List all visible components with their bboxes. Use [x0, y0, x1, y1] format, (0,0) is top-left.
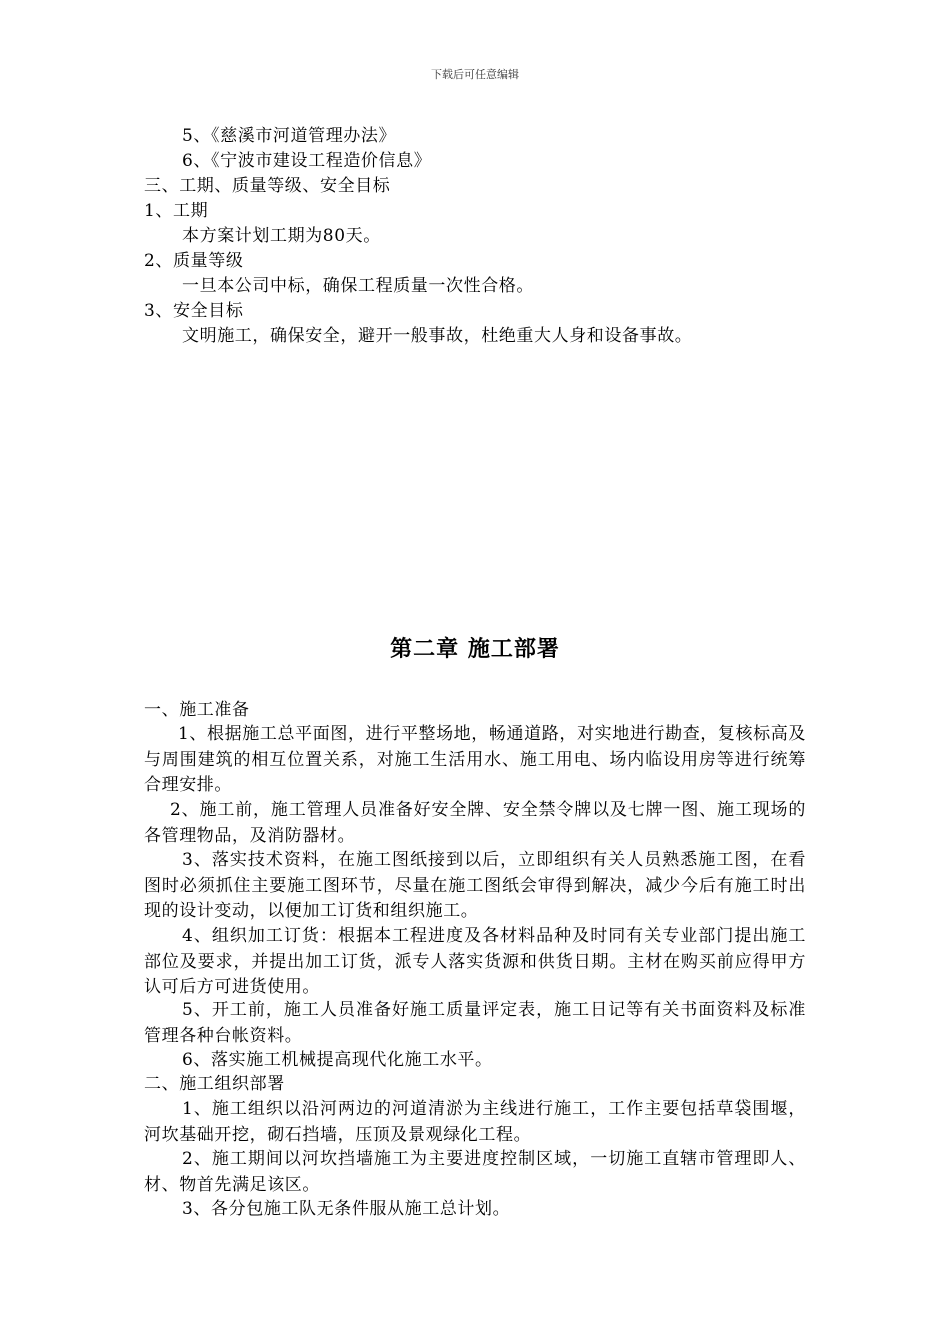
subheading-safety: 3、安全目标 — [144, 301, 244, 321]
subheading-quality: 2、质量等级 — [144, 251, 244, 271]
schedule-text: 本方案计划工期为80天。 — [182, 226, 381, 246]
organization-item-3: 3、各分包施工队无条件服从施工总计划。 — [182, 1199, 511, 1219]
reference-item-5: 5、《慈溪市河道管理办法》 — [182, 126, 397, 146]
subheading-schedule: 1、工期 — [144, 201, 209, 221]
preparation-item-5: 5、开工前，施工人员准备好施工质量评定表，施工日记等有关书面资料及标准管理各种台帐资料。 — [144, 1000, 806, 1046]
section-heading-schedule-quality-safety: 三、工期、质量等级、安全目标 — [144, 176, 391, 196]
section-heading-preparation: 一、施工准备 — [144, 700, 250, 720]
organization-item-2: 2、施工期间以河坎挡墙施工为主要进度控制区域，一切施工直辖市管理即人、材、物首先满足该区。 — [144, 1149, 806, 1195]
organization-item-1: 1、施工组织以沿河两边的河道清淤为主线进行施工，工作主要包括草袋围堰，河坎基础开挖，砌石挡墙，压顶及景观绿化工程。 — [144, 1099, 806, 1145]
preparation-item-4: 4、组织加工订货：根据本工程进度及各材料品种及时同有关专业部门提出施工部位及要求，并提出加工订货，派专人落实货源和供货日期。主材在购买前应得甲方认可后方可进货使用。 — [144, 926, 806, 997]
chapter-title: 第二章 施工部署 — [390, 637, 560, 662]
preparation-item-3: 3、落实技术资料，在施工图纸接到以后，立即组织有关人员熟悉施工图，在看图时必须抓住主要施工图环节，尽量在施工图纸会审得到解决，减少今后有施工时出现的设计变动，以便加工订货和组织施工。 — [144, 850, 806, 921]
preparation-item-1: 1、根据施工总平面图，进行平整场地，畅通道路，对实地进行勘查，复核标高及与周围建筑的相互位置关系，对施工生活用水、施工用电、场内临设用房等进行统筹合理安排。 — [144, 724, 806, 795]
preparation-item-2: 2、施工前，施工管理人员准备好安全牌、安全禁令牌以及七牌一图、施工现场的各管理物品，及消防器材。 — [144, 800, 806, 846]
preparation-item-6: 6、落实施工机械提高现代化施工水平。 — [182, 1050, 493, 1070]
page-header-note: 下载后可任意编辑 — [431, 68, 519, 81]
quality-text: 一旦本公司中标，确保工程质量一次性合格。 — [182, 276, 534, 296]
safety-text: 文明施工，确保安全，避开一般事故，杜绝重大人身和设备事故。 — [182, 326, 693, 346]
section-heading-organization: 二、施工组织部署 — [144, 1074, 285, 1094]
reference-item-6: 6、《宁波市建设工程造价信息》 — [182, 151, 432, 171]
